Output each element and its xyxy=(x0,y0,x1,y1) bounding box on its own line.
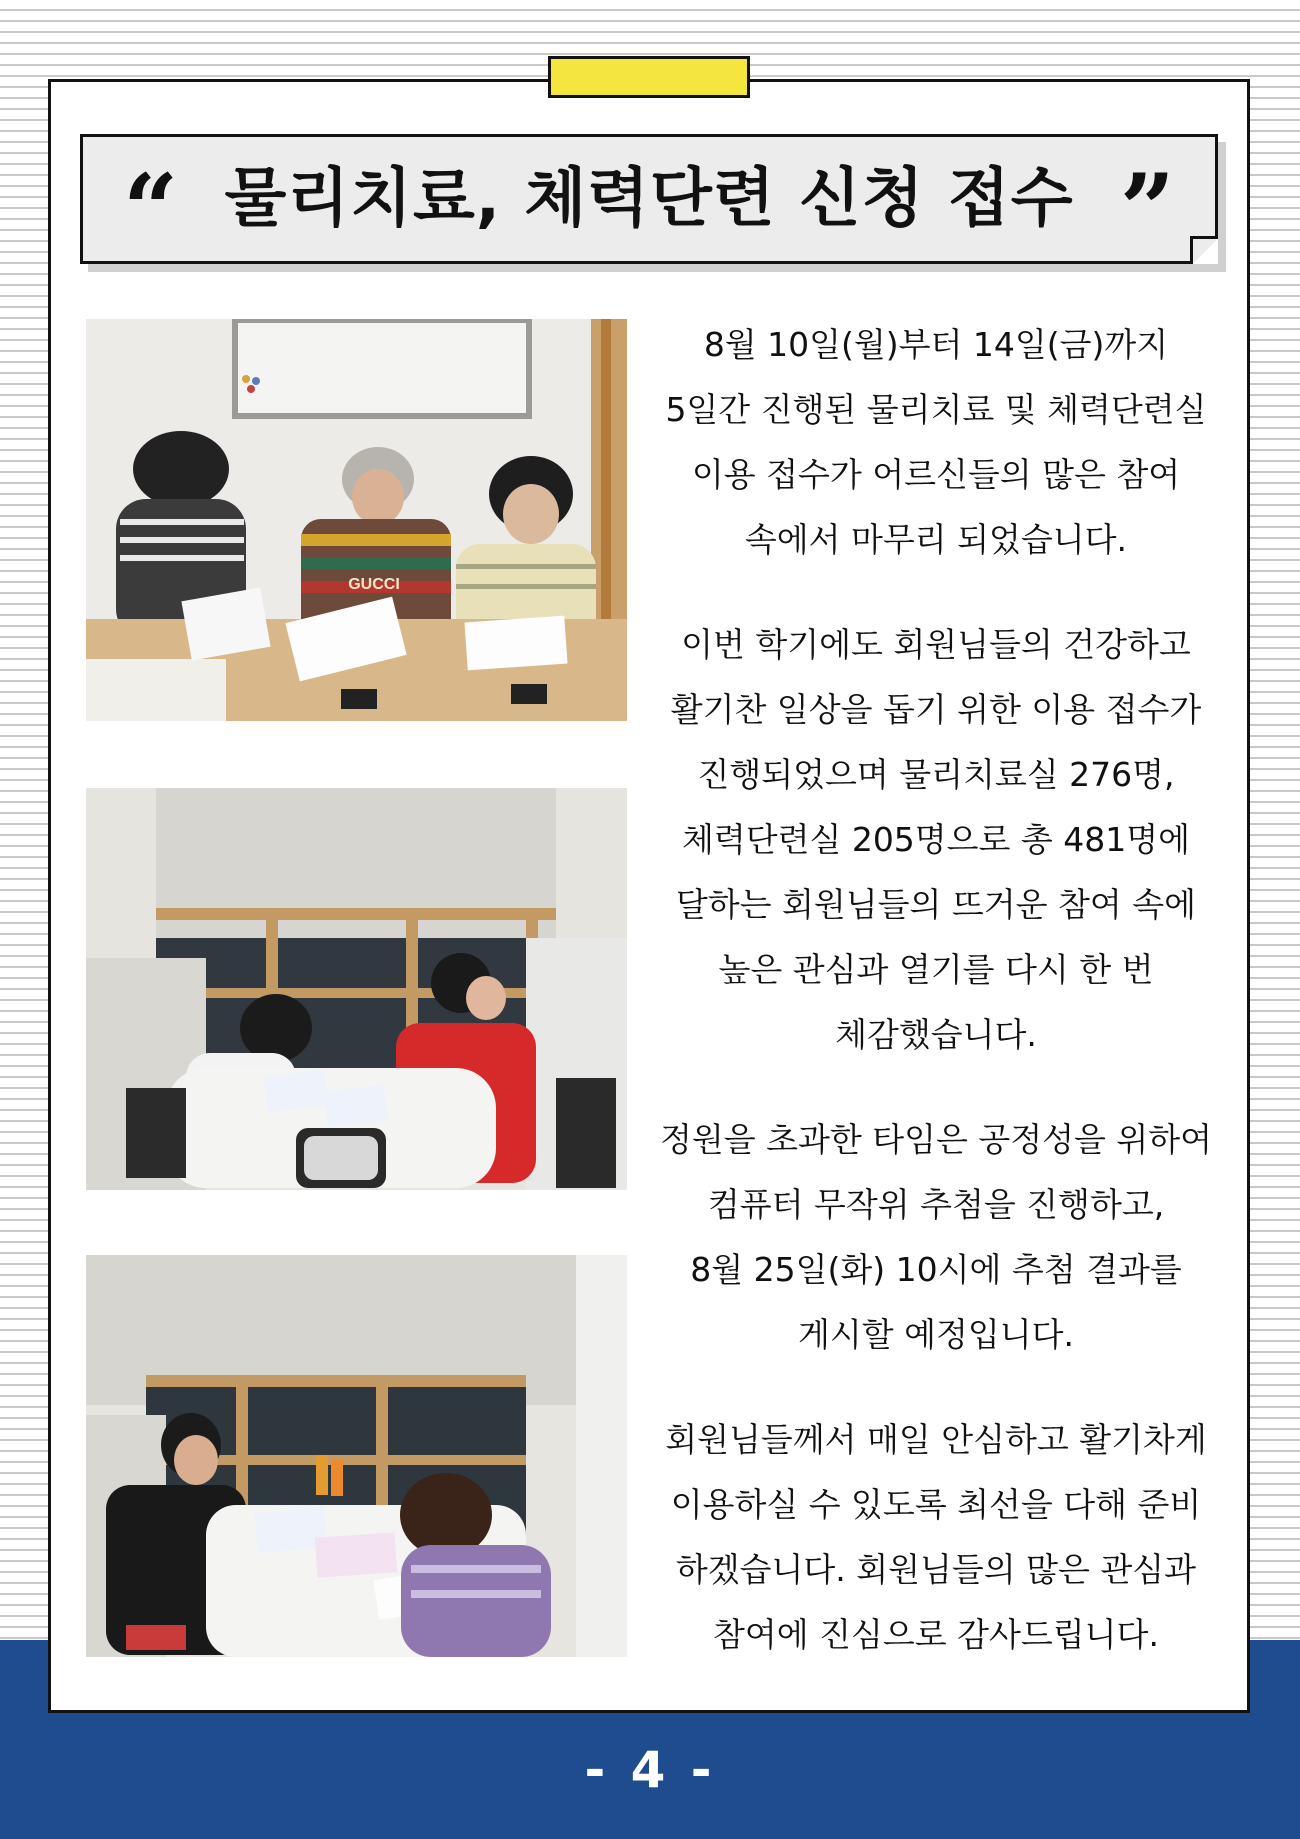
text-line: 8월 25일(화) 10시에 추첨 결과를 xyxy=(690,1250,1182,1289)
card-tab xyxy=(548,56,750,98)
text-line: 활기찬 일상을 돕기 위한 이용 접수가 xyxy=(670,690,1202,729)
text-line: 컴퓨터 무작위 추첨을 진행하고, xyxy=(707,1185,1165,1224)
text-line: 정원을 초과한 타임은 공정성을 위하여 xyxy=(659,1120,1212,1159)
paragraph-1 xyxy=(640,312,1232,572)
photo-seniors-registering xyxy=(86,319,627,721)
page-title: 물리치료, 체력단련 신청 접수 xyxy=(224,162,1074,236)
text-line: 진행되었으며 물리치료실 276명, xyxy=(697,755,1175,794)
text-line: 5일간 진행된 물리치료 및 체력단련실 xyxy=(665,390,1207,429)
text-line: 높은 관심과 열기를 다시 한 번 xyxy=(718,950,1154,989)
close-quote-icon: ” xyxy=(1119,153,1175,266)
text-line: 이용 접수가 어르신들의 많은 참여 xyxy=(691,455,1181,494)
page-number: - 4 - xyxy=(584,1741,716,1799)
article-body xyxy=(640,312,1232,1707)
text-line: 회원님들께서 매일 안심하고 활기차게 xyxy=(665,1420,1207,1459)
text-line: 게시할 예정입니다. xyxy=(797,1315,1074,1354)
paragraph-2 xyxy=(640,612,1232,1067)
title-banner xyxy=(80,134,1218,264)
paragraph-4 xyxy=(640,1407,1232,1667)
photo-staff-consultation xyxy=(86,1255,627,1657)
open-quote-icon: “ xyxy=(123,153,179,266)
photo-registration-desk xyxy=(86,788,627,1190)
text-line: 속에서 마무리 되었습니다. xyxy=(744,520,1128,559)
text-line: 8월 10일(월)부터 14일(금)까지 xyxy=(703,325,1169,364)
text-line: 체감했습니다. xyxy=(835,1015,1037,1054)
folded-corner xyxy=(1190,236,1218,264)
paragraph-3 xyxy=(640,1107,1232,1367)
text-line: 참여에 진심으로 감사드립니다. xyxy=(713,1615,1159,1654)
text-line: 체력단련실 205명으로 총 481명에 xyxy=(681,820,1191,859)
photo-shirt-text: GUCCI xyxy=(348,576,400,593)
text-line: 이용하실 수 있도록 최선을 다해 준비 xyxy=(670,1485,1202,1524)
text-line: 이번 학기에도 회원님들의 건강하고 xyxy=(681,625,1191,664)
text-line: 하겠습니다. 회원님들의 많은 관심과 xyxy=(675,1550,1197,1589)
text-line: 달하는 회원님들의 뜨거운 참여 속에 xyxy=(675,885,1197,924)
